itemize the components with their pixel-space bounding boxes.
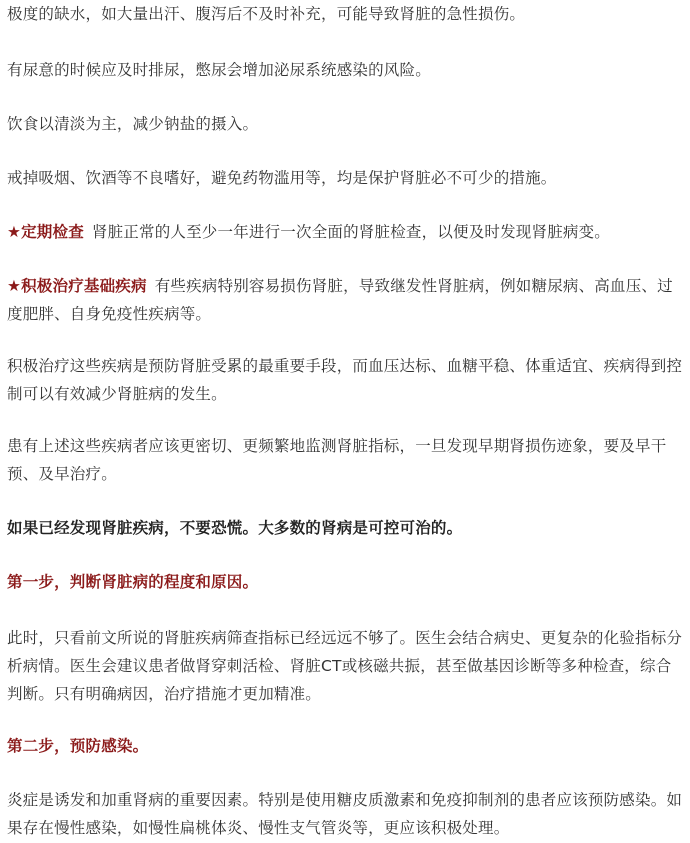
paragraph-regular-check [7,218,684,246]
paragraph-dont-panic: 如果已经发现肾脏疾病，不要恐慌。大多数的肾病是可控可治的。 [7,519,463,537]
paragraph-dehydration: 极度的缺水，如大量出汗、腹泻后不及时补充，可能导致肾脏的急性损伤。 [7,5,526,23]
heading-step-one: 第一步，判断肾脏病的程度和原因。 [7,573,259,591]
paragraph-treatment-importance: 积极治疗这些疾病是预防肾脏受累的最重要手段，而血压达标、血糖平稳、体重适宜、疾病得到控制可以有效减少肾脏病的发生。 [7,357,683,403]
paragraph-habits: 戒掉吸烟、饮酒等不良嗜好，避免药物滥用等，均是保护肾脏必不可少的措施。 [7,169,557,187]
paragraph-urination: 有尿意的时候应及时排尿，憋尿会增加泌尿系统感染的风险。 [7,61,431,79]
regular-check-label: ★定期检查 [7,223,84,241]
regular-check-text: 肾脏正常的人至少一年进行一次全面的肾脏检查，以便及时发现肾脏病变。 [91,223,611,241]
paragraph-diet: 饮食以清淡为主，减少钠盐的摄入。 [7,115,259,133]
treat-disease-text: 有些疾病特别容易损伤肾脏，导致继发性肾脏病，例如糖尿病、高血压、过度肥胖、自身免疫性疾病等。 [7,277,673,323]
paragraph-treat-disease [7,272,684,328]
paragraph-infection: 炎症是诱发和加重肾病的重要因素。特别是使用糖皮质激素和免疫抑制剂的患者应该预防感染。如果存在慢性感染，如慢性扁桃体炎、慢性支气管炎等，更应该积极处理。 [7,791,683,837]
treat-disease-label: ★积极治疗基础疾病 [7,277,147,295]
paragraph-monitoring: 患有上述这些疾病者应该更密切、更频繁地监测肾脏指标，一旦发现早期肾损伤迹象，要及早干预、及早治疗。 [7,437,667,483]
paragraph-diagnosis: 此时，只看前文所说的肾脏疾病筛查指标已经远远不够了。医生会结合病史、更复杂的化验指标分析病情。医生会建议患者做肾穿刺活检、肾脏CT或核磁共振，甚至做基因诊断等多种检查，综合判断。只有明确病因，治疗措施才更加精准。 [7,629,683,703]
heading-step-two: 第二步，预防感染。 [7,737,149,755]
